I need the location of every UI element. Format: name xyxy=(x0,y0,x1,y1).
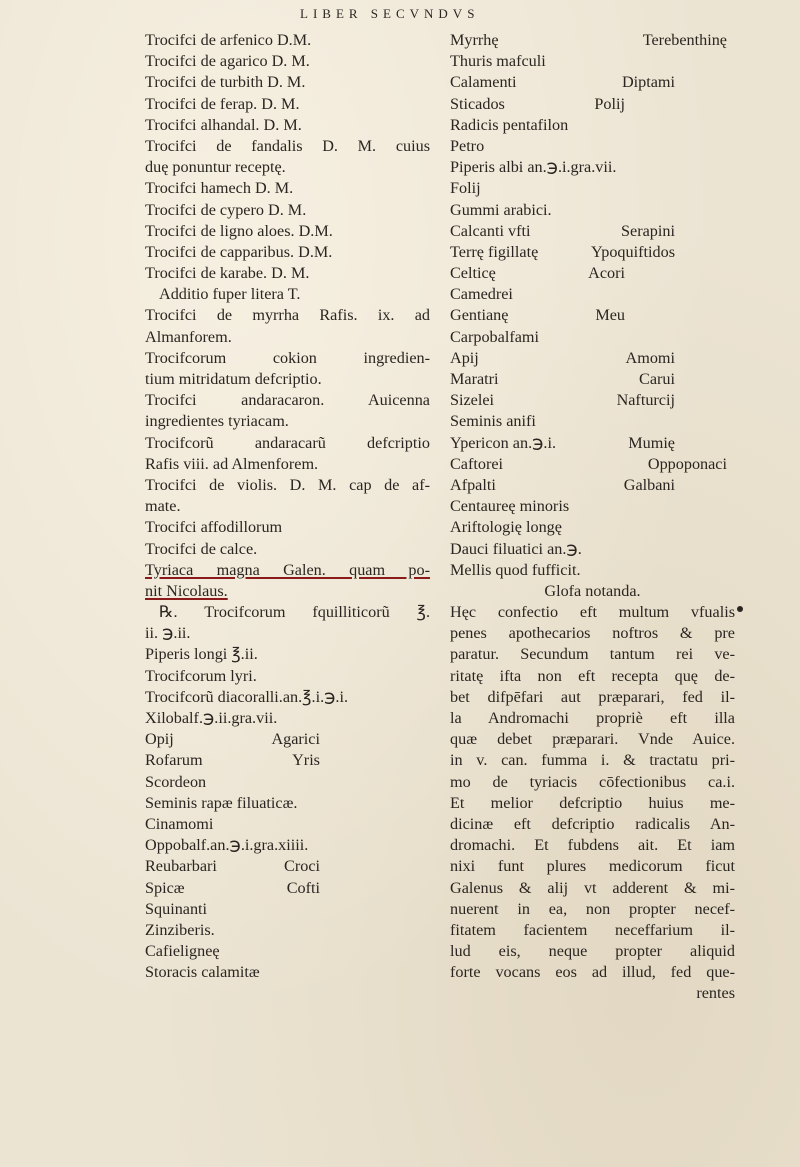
right-column-line xyxy=(450,390,735,411)
left-column-line: ℞. Trocifcorum fquilliticorũ ℥. xyxy=(159,603,430,622)
left-column-line: Trocifci de karabe. D. M. xyxy=(145,264,310,283)
left-column-line: Trocifcorum lyri. xyxy=(145,666,257,685)
right-column-line xyxy=(450,221,735,242)
right-column-line: forte vocans eos ad illud, fed que- xyxy=(450,963,735,982)
left-column-line: Trocifci de ligno aloes. D.M. xyxy=(145,221,333,240)
left-column-ingredient: Croci xyxy=(284,857,320,876)
right-column-line xyxy=(450,263,735,284)
right-column-line xyxy=(450,30,735,51)
left-column-line: tium mitridatum defcriptio. xyxy=(145,370,322,388)
left-column-ingredient: Rofarum xyxy=(145,751,203,770)
right-column-ingredient: Gentianę xyxy=(450,306,509,325)
right-column-line: nuerent in ea, non propter necef- xyxy=(450,899,735,918)
left-column-line: duę ponuntur receptę. xyxy=(145,158,286,177)
left-column-line: Trocifci andaracaron. Auicenna xyxy=(145,391,430,410)
right-column-line: Radicis pentafilon xyxy=(450,115,569,134)
right-column-line xyxy=(450,454,735,475)
right-column-line: in v. can. fumma i. & tractatu pri- xyxy=(450,751,735,770)
right-column-line xyxy=(450,72,735,93)
right-column-line: Et melior defcriptio huius me- xyxy=(450,793,735,812)
left-column-line: Trocifci de capparibus. D.M. xyxy=(145,242,333,261)
left-column-line: Trocifci de ferap. D. M. xyxy=(145,94,300,113)
right-column-line: Camedrei xyxy=(450,285,513,304)
right-column-ingredient: Amomi xyxy=(625,348,675,367)
right-column-line: Gummi arabici. xyxy=(450,200,552,219)
right-column-ingredient: Polij xyxy=(594,94,625,113)
left-column-line: Squinanti xyxy=(145,899,208,918)
left-column-line: Oppobalf.an.℈.i.gra.xiiii. xyxy=(145,836,309,855)
right-column-line: bet difpēfari aut præparari, fed il- xyxy=(450,687,735,706)
right-column-ingredient: Nafturcij xyxy=(616,391,675,410)
right-column-ingredient: Sticados xyxy=(450,94,505,113)
right-column-line: paratur. Secundum tantum rei ve- xyxy=(450,645,735,664)
right-column-ingredient: Meu xyxy=(595,306,625,325)
right-column-ingredient: Acori xyxy=(588,264,625,283)
right-column-line xyxy=(450,348,735,369)
left-column-line: Trocifci de violis. D. M. cap de af- xyxy=(145,475,430,494)
left-column-line: Trocifci de myrrha Rafis. ix. ad xyxy=(145,306,430,325)
right-column-ingredient: Sizelei xyxy=(450,391,495,410)
left-column-line: ii. ℈.ii. xyxy=(145,624,191,643)
right-column-line xyxy=(450,369,735,390)
left-column xyxy=(145,30,430,983)
right-column-ingredient: Carui xyxy=(639,370,675,388)
left-column-line: Almanforem. xyxy=(145,327,232,346)
right-column-ingredient: Terrę figillatę xyxy=(450,242,539,261)
right-column-ingredient: Apij xyxy=(450,348,479,367)
left-column-line: Rafis viii. ad Almenforem. xyxy=(145,454,319,473)
left-column-line: Cinamomi xyxy=(145,814,214,833)
left-column-line: Trocifci hamech D. M. xyxy=(145,179,294,198)
right-column-ingredient: Oppoponaci xyxy=(647,454,727,473)
right-column-line: Folij xyxy=(450,179,481,198)
right-column-line: Carpobalfami xyxy=(450,327,539,346)
right-column-ingredient: Afpalti xyxy=(450,475,496,494)
right-column-line xyxy=(450,433,735,454)
right-column-line: Piperis albi an.℈.i.gra.vii. xyxy=(450,158,617,177)
right-column-line xyxy=(450,305,735,326)
left-column-line: Storacis calamitæ xyxy=(145,963,260,982)
left-column-line: Zinziberis. xyxy=(145,920,215,939)
right-column-line: Ariftologię longę xyxy=(450,518,562,537)
right-column-ingredient: Caftorei xyxy=(450,454,504,473)
left-column-line: Seminis rapæ filuaticæ. xyxy=(145,793,298,812)
left-column-ingredient: Opij xyxy=(145,730,174,749)
right-column-line: la Andromachi propriè eft illa xyxy=(450,709,735,727)
left-column-line xyxy=(145,878,430,899)
right-column-line: penes apothecarios noftros & pre xyxy=(450,624,735,643)
left-column-line: Piperis longi ℥.ii. xyxy=(145,645,258,664)
left-column-line: Trocifci de cypero D. M. xyxy=(145,200,307,219)
right-column-line: quæ debet præparari. Vnde Auice. xyxy=(450,730,735,749)
right-column xyxy=(450,30,735,1005)
right-column-ingredient: Myrrhę xyxy=(450,31,499,49)
left-column-line xyxy=(145,750,430,771)
right-column-line: Hęc confectio eft multum vfualis xyxy=(450,603,735,622)
left-column-ingredient: Cofti xyxy=(286,878,320,897)
right-column-ingredient: Calamenti xyxy=(450,73,517,92)
right-column-line: Thuris mafculi xyxy=(450,52,546,71)
right-column-line xyxy=(450,475,735,496)
left-column-line: ingredientes tyriacam. xyxy=(145,412,289,431)
right-column-line: Centaureę minoris xyxy=(450,497,570,516)
left-column-line: nit Nicolaus. xyxy=(145,581,228,600)
left-column-line: Trocifci de turbith D. M. xyxy=(145,73,306,92)
left-column-line: Trocifci de arfenico D.M. xyxy=(145,31,312,49)
right-column-line xyxy=(450,94,735,115)
left-column-line: Trocifci alhandal. D. M. xyxy=(145,115,302,134)
ink-spot xyxy=(737,606,743,612)
left-column-line: Trocifci affodillorum xyxy=(145,518,283,537)
left-column-ingredient: Yris xyxy=(292,751,320,770)
right-column-ingredient: Ypericon an.℈.i. xyxy=(450,433,557,452)
right-column-line: ritatę ifta non eft recepta quę de- xyxy=(450,666,735,685)
right-column-line: Mellis quod fufficit. xyxy=(450,560,581,579)
left-column-ingredient: Agarici xyxy=(271,730,320,749)
right-column-line: nixi funt plures medicorum ficut xyxy=(450,857,735,876)
left-column-line: Additio fuper litera T. xyxy=(159,285,301,304)
left-column-line xyxy=(145,856,430,877)
right-column-line: rentes xyxy=(696,984,735,1003)
right-column-line: Galenus & alij vt adderent & mi- xyxy=(450,878,735,897)
left-column-line: Trocifci de fandalis D. M. cuius xyxy=(145,136,430,155)
right-column-line xyxy=(450,242,735,263)
right-column-ingredient: Mumię xyxy=(628,433,675,452)
right-column-line: mo de tyriacis cōfectionibus ca.i. xyxy=(450,772,735,791)
right-column-line: Glofa notanda. xyxy=(544,581,641,600)
running-head: LIBER SECVNDVS xyxy=(300,6,480,21)
right-column-ingredient: Celticę xyxy=(450,264,496,283)
right-column-ingredient: Maratri xyxy=(450,370,499,388)
left-column-line: Scordeon xyxy=(145,772,207,791)
right-column-line: Petro xyxy=(450,136,485,155)
right-column-line: lud eis, neque propter aliquid xyxy=(450,942,735,961)
right-column-ingredient: Calcanti vfti xyxy=(450,221,531,240)
right-column-ingredient: Galbani xyxy=(623,475,675,494)
left-column-line: mate. xyxy=(145,497,181,516)
left-column-line: Tyriaca magna Galen. quam po- xyxy=(145,560,430,579)
right-column-ingredient: Ypoquiftidos xyxy=(591,242,675,261)
left-column-ingredient: Spicæ xyxy=(145,878,185,897)
left-column-line xyxy=(145,729,430,750)
right-column-ingredient: Serapini xyxy=(621,221,675,240)
left-column-line: Trocifcorũ andaracarũ defcriptio xyxy=(145,433,430,452)
left-column-line: Xilobalf.℈.ii.gra.vii. xyxy=(145,709,278,727)
right-column-line: Seminis anifi xyxy=(450,412,536,431)
left-column-line: Trocifcorũ diacoralli.an.℥.i.℈.i. xyxy=(145,687,349,706)
left-column-line: Trocifci de agarico D. M. xyxy=(145,52,310,71)
right-column-ingredient: Terebenthinę xyxy=(642,31,727,49)
left-column-line: Trocifci de calce. xyxy=(145,539,258,558)
right-column-line: dromachi. Et fubdens ait. Et iam xyxy=(450,836,735,855)
right-column-line: fitatem facientem neceffarium il- xyxy=(450,920,735,939)
right-column-line: dicinæ eft defcriptio radicalis An- xyxy=(450,814,735,833)
left-column-line: Trocifcorum cokion ingredien- xyxy=(145,348,430,367)
left-column-ingredient: Reubarbari xyxy=(145,857,217,876)
left-column-line: Cafieligneę xyxy=(145,942,220,961)
right-column-ingredient: Diptami xyxy=(621,73,675,92)
right-column-line: Dauci filuatici an.℈. xyxy=(450,539,582,558)
